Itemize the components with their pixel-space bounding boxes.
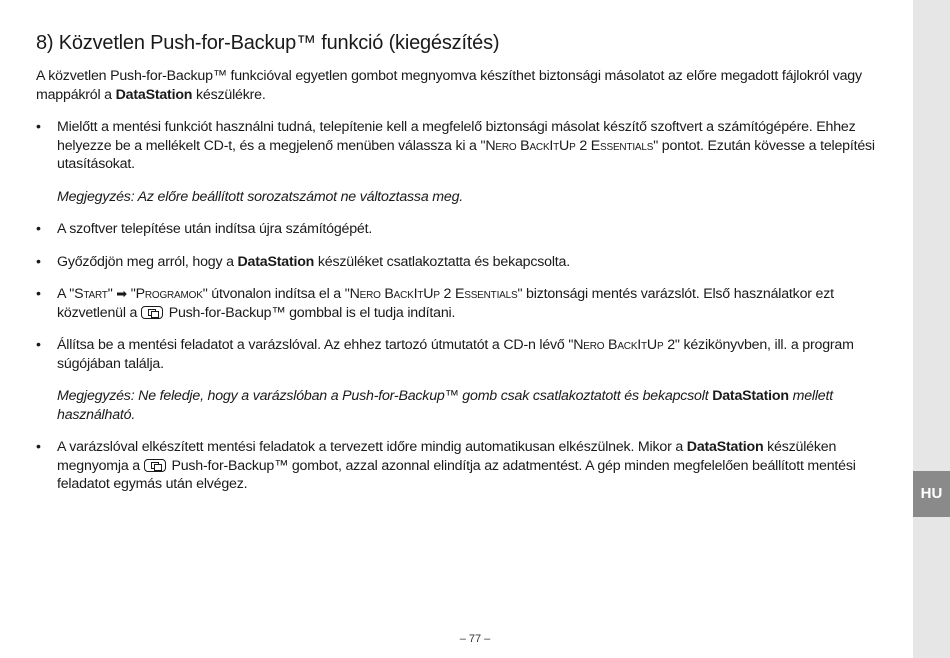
item4-quote: " [127, 286, 136, 302]
item3-bold: DataStation [237, 253, 315, 270]
arrow-right-icon: ➡ [116, 286, 127, 301]
item6-text: A varázslóval elkészített mentési feladatok a tervezett időre mindig automatikusan elkészülnek. Mikor a [57, 439, 687, 455]
note2-text: Megjegyzés: Ne feledje, hogy a varázslóban a Push-for-Backup™ gomb csak csatlakoztatott és bekapcsolt [57, 388, 713, 404]
item3-text: Győződjön meg arról, hogy a [57, 253, 238, 270]
list-item [36, 118, 904, 174]
item6-text-end: Push-for-Backup™ gombot, azzal azonnal elindítja az adatmentést. A gép minden megfelelően beállított mentési feladatot egymás után elvégez. [57, 457, 856, 492]
list-item [36, 438, 904, 494]
bullet: • [36, 439, 41, 455]
bullet: • [36, 119, 41, 135]
intro-bold: DataStation [115, 86, 193, 103]
item4-quote: " [107, 286, 117, 302]
software-name: Nero BackItUp 2 Essentials [485, 137, 654, 154]
side-bar [913, 0, 950, 658]
bullet: • [36, 221, 41, 237]
intro-paragraph [36, 67, 904, 104]
note2-text-end: mellett használható. [57, 388, 833, 423]
item1-text: Mielőtt a mentési funkciót használni tudná, telepítenie kell a megfelelő biztonsági másolat készítő szoftvert a számítógépére. Ehhez helyezze be a mellékelt CD-t, és a megjelenő menüben válassza ki a " [57, 119, 856, 154]
bullet: • [36, 337, 41, 353]
item6-text: készüléken megnyomja a [57, 439, 837, 474]
item4-text: " útvonalon indítsa el a " [202, 286, 350, 302]
item2-text: A szoftver telepítése után indítsa újra számítógépét. [57, 221, 373, 237]
item6-bold: DataStation [686, 439, 764, 455]
bullet: • [36, 253, 41, 270]
list-item [36, 285, 904, 322]
item4-text: A " [57, 286, 75, 302]
push-for-backup-button-icon [144, 459, 166, 472]
note: Megjegyzés: Az előre beállított sorozatszámot ne változtassa meg. [57, 188, 463, 205]
item4-text-end: Push-for-Backup™ gombbal is el tudja indítani. [164, 304, 456, 321]
software-name: Nero BackItUp 2 Essentials [349, 286, 518, 302]
item1-text-end: " pontot. Ezután kövesse a telepítési utasításokat. [57, 137, 875, 172]
note [36, 387, 904, 424]
intro-text-end: készülékre. [192, 86, 266, 103]
page-number: – 77 – [459, 633, 491, 645]
page-content [36, 32, 904, 508]
start-menu-label: Start [74, 286, 108, 302]
page-title: 8) Közvetlen Push-for-Backup™ funkció (kiegészítés) [36, 32, 500, 54]
software-name: Nero BackItUp 2 [573, 337, 675, 353]
item4-text: " biztonsági mentés varázslót. Első használatkor ezt közvetlenül a [57, 286, 834, 321]
note2-bold: DataStation [712, 388, 789, 404]
list-item [36, 220, 904, 239]
programs-menu-label: Programok [135, 286, 203, 302]
item5-text-end: " kézikönyvben, ill. a program súgójában találja. [57, 337, 854, 372]
list-item [36, 253, 904, 272]
intro-text: A közvetlen Push-for-Backup™ funkcióval egyetlen gombot megnyomva készíthet biztonsági másolatot az előre megadott fájlokról vagy mappákról a [36, 68, 862, 103]
item5-text: Állítsa be a mentési feladatot a varázslóval. Az ehhez tartozó útmutatót a CD-n lévő " [57, 337, 574, 353]
language-tab: HU [913, 471, 950, 517]
item3-text-end: készüléket csatlakoztatta és bekapcsolta. [314, 253, 570, 270]
bullet: • [36, 286, 41, 302]
push-for-backup-button-icon [141, 306, 163, 319]
list-item [36, 336, 904, 373]
